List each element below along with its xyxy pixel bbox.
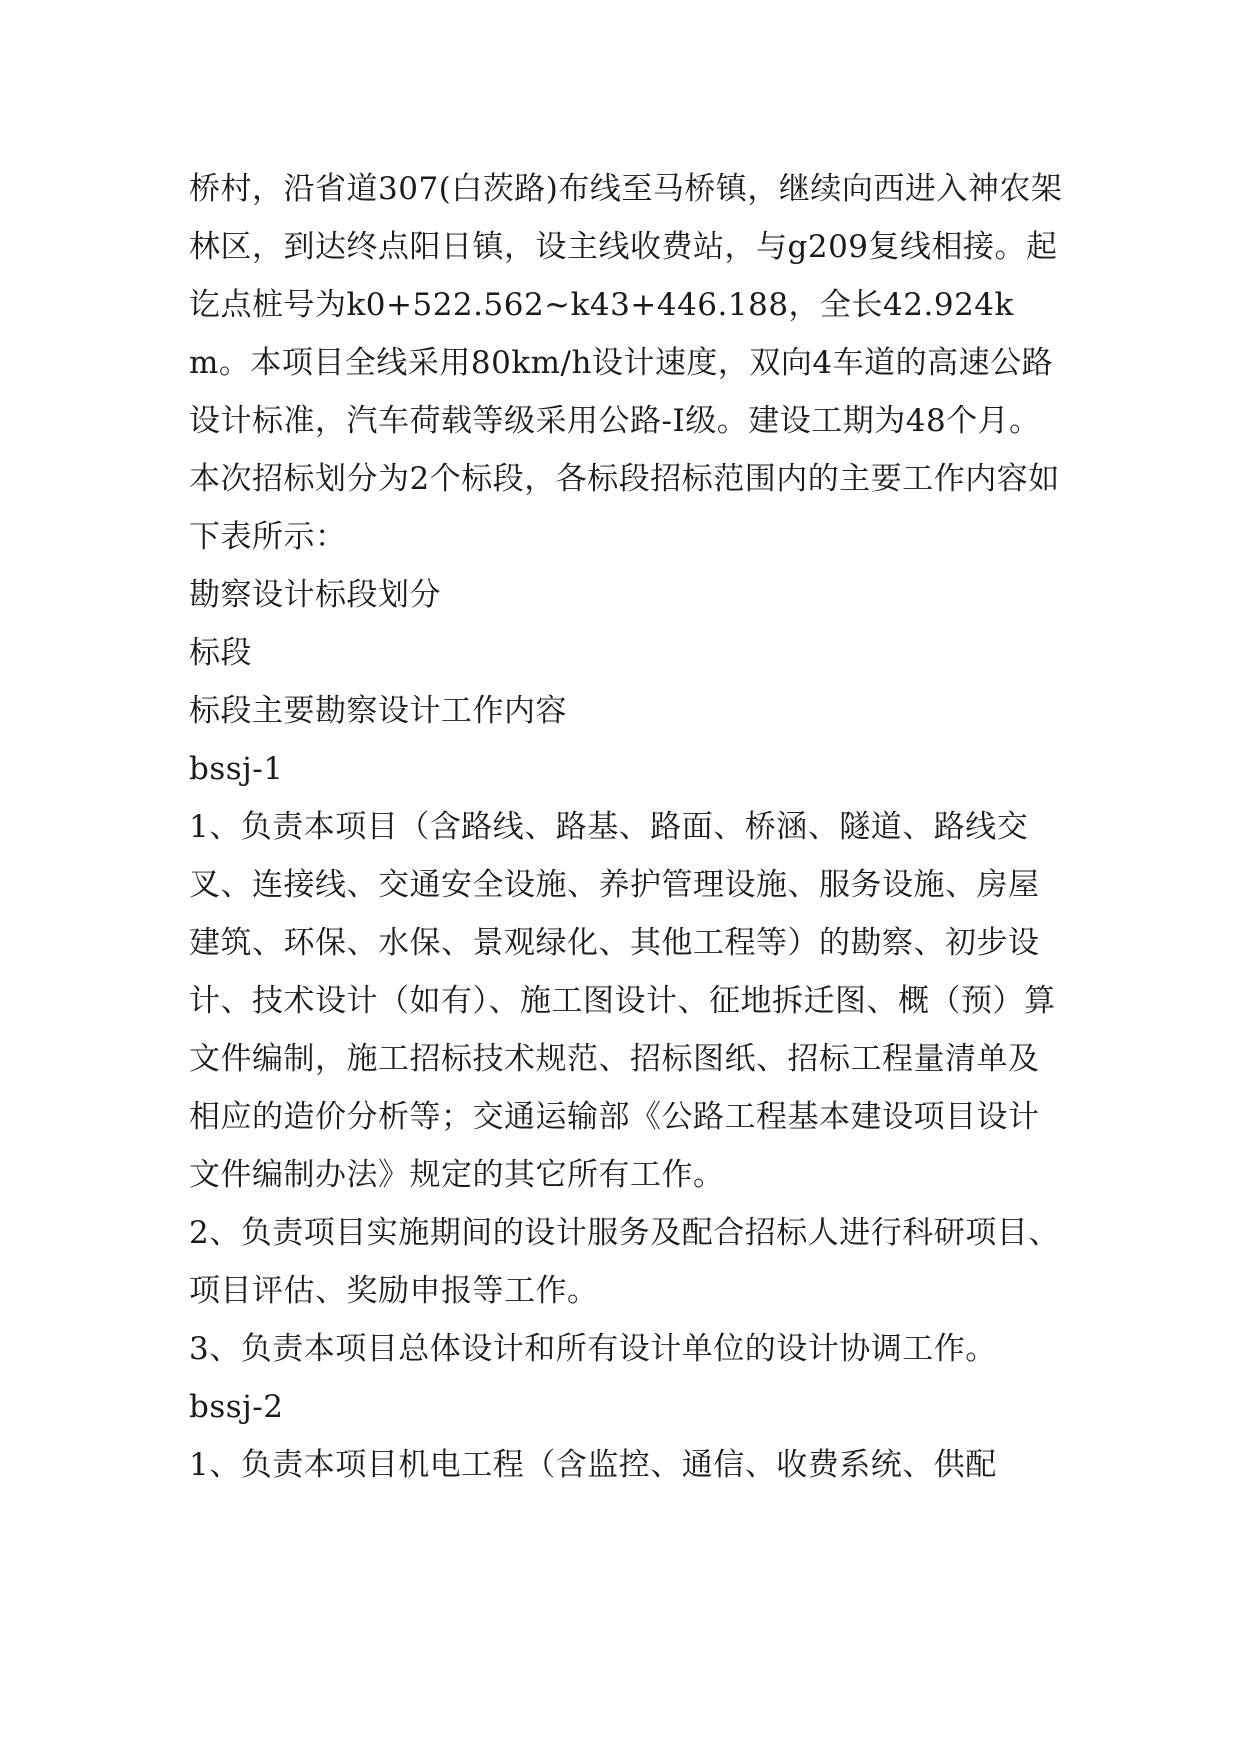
table-header-content: 标段主要勘察设计工作内容 (189, 693, 567, 729)
bssj-2-item-1: 1、负责本项目机电工程（含监控、通信、收费系统、供配 (189, 1447, 997, 1483)
document-body (189, 160, 1069, 1494)
bssj-1-item-2: 2、负责项目实施期间的设计服务及配合招标人进行科研项目、项目评估、奖励申报等工作。 (189, 1215, 1060, 1309)
bssj-1-item-1: 1、负责本项目（含路线、路基、路面、桥涵、隧道、路线交叉、连接线、交通安全设施、养护管理设施、服务设施、房屋建筑、环保、水保、景观绿化、其他工程等）的勘察、初步设计、技术设计（如有）、施工图设计、征地拆迁图、概（预）算文件编制，施工招标技术规范、招标图纸、招标工程量清单及相应的造价分析等；交通运输部《公路工程基本建设项目设计文件编制办法》规定的其它所有工作。 (189, 809, 1056, 1193)
paragraph-project-route: 桥村，沿省道307(白茨路)布线至马桥镇，继续向西进入神农架林区，到达终点阳日镇，设主线收费站，与g209复线相接。起讫点桩号为k0+522.562~k43+446.188，全长42.924km。本项目全线采用80km/h设计速度，双向4车道的高速公路设计标准，汽车荷载等级采用公路-Ⅰ级。建设工期为48个月。 (189, 171, 1063, 439)
section-id-bssj-1: bssj-1 (189, 751, 284, 787)
table-title: 勘察设计标段划分 (189, 577, 441, 613)
section-id-bssj-2: bssj-2 (189, 1389, 284, 1425)
table-header-section: 标段 (189, 635, 252, 671)
paragraph-tender-sections: 本次招标划分为2个标段，各标段招标范围内的主要工作内容如下表所示： (189, 461, 1060, 555)
bssj-1-item-3: 3、负责本项目总体设计和所有设计单位的设计协调工作。 (189, 1331, 997, 1367)
